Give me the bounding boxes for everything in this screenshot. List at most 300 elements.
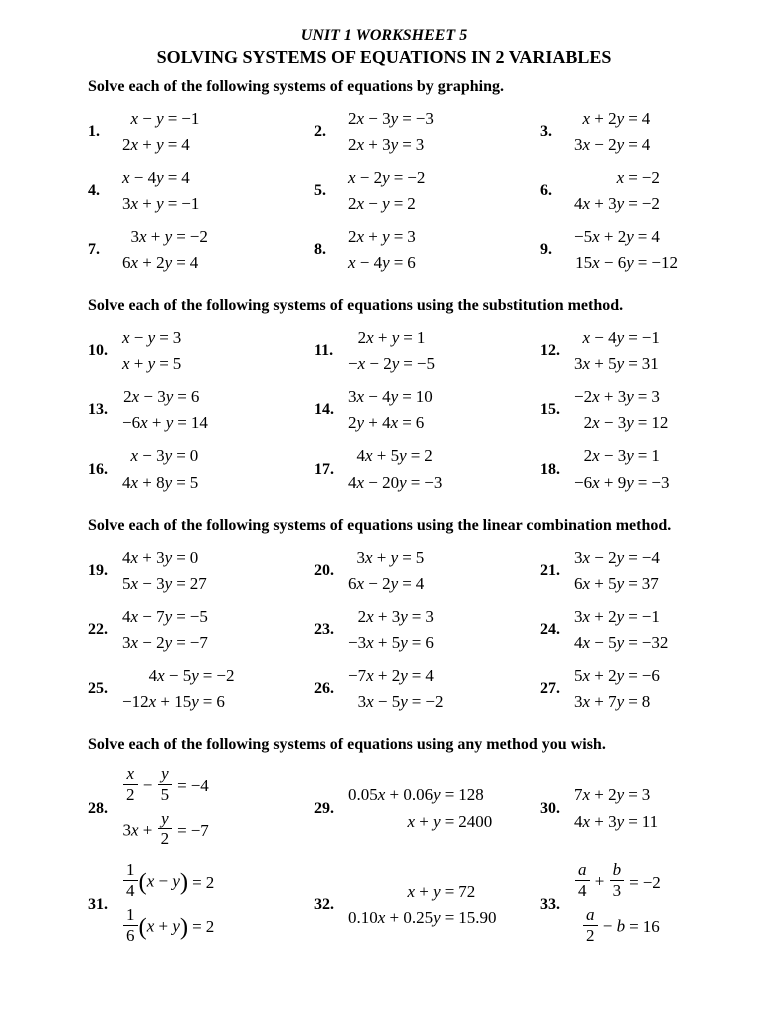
problem-number: 18. xyxy=(540,460,560,478)
fraction xyxy=(158,765,173,804)
equals-sign: = xyxy=(628,573,638,593)
problem-number: 1. xyxy=(88,123,100,141)
equation-block xyxy=(348,387,433,433)
equals-sign: = xyxy=(410,446,421,466)
problem xyxy=(314,446,540,492)
equals-sign: = xyxy=(444,881,455,901)
equation-block xyxy=(574,168,660,214)
equals-sign: = xyxy=(167,168,178,188)
equation-lhs: −3x + 5y xyxy=(348,632,408,652)
fraction xyxy=(583,906,598,945)
equation-rhs: = 0 xyxy=(172,548,198,568)
equation-lhs: x − y xyxy=(130,109,164,128)
equation-rhs: = −4 xyxy=(173,776,209,796)
equation-lhs: x + y xyxy=(407,881,441,901)
equation-rhs: = 8 xyxy=(624,692,650,712)
problem xyxy=(314,863,540,946)
equation-rhs: = −1 xyxy=(624,328,660,348)
problem-row xyxy=(0,227,768,273)
equation-rhs: = 2 xyxy=(188,873,214,893)
equation-rhs: = 5 xyxy=(155,354,181,374)
problem-number: 14. xyxy=(314,401,334,419)
equals-sign: = xyxy=(444,907,455,927)
equation-rhs: = 6 xyxy=(398,413,424,433)
problem xyxy=(540,860,766,946)
equals-sign: = xyxy=(410,472,421,492)
equation-block xyxy=(122,763,209,850)
equation-lhs: x − 4y xyxy=(582,328,625,348)
equals-sign: = xyxy=(176,547,186,567)
equals-sign: = xyxy=(176,253,186,273)
equals-sign: = xyxy=(637,472,648,492)
problem xyxy=(88,548,314,594)
equation-lhs: 0.05x + 0.06y xyxy=(348,785,441,805)
equation-rhs: = 4 xyxy=(398,574,424,594)
equation-lhs: 15x − 6y xyxy=(575,253,634,273)
section xyxy=(0,736,768,947)
problem-number: 24. xyxy=(540,620,560,638)
equals-sign: = xyxy=(403,354,413,374)
problem-number: 28. xyxy=(88,799,108,817)
equation-lhs: 3x + 2y xyxy=(574,606,625,626)
equals-sign: = xyxy=(177,776,187,796)
problem-row xyxy=(0,548,768,594)
equation-block xyxy=(574,227,678,273)
parenthesis: ( xyxy=(138,868,147,896)
equation-lhs: 4x − 20y xyxy=(348,472,407,492)
problem-number: 15. xyxy=(540,401,560,419)
equation-rhs: = 2 xyxy=(390,194,416,214)
equation-rhs: = 3 xyxy=(408,607,434,627)
equation-lhs: 2x + 3y xyxy=(348,135,399,155)
equation-lhs: 3x − 5y xyxy=(357,691,408,711)
equation-rhs: = 11 xyxy=(624,812,658,832)
equals-sign: = xyxy=(192,917,202,937)
problem xyxy=(314,328,540,374)
equation-block xyxy=(122,109,199,155)
fraction-denominator: 4 xyxy=(575,880,590,900)
equation-block xyxy=(348,882,497,928)
equals-sign: = xyxy=(159,328,169,348)
equation-rhs: = 0 xyxy=(172,446,198,466)
equation-block xyxy=(348,785,492,831)
equation-block xyxy=(122,387,208,433)
problem xyxy=(540,168,766,214)
equals-sign: = xyxy=(402,413,412,433)
problem xyxy=(88,109,314,155)
equation-block xyxy=(348,109,434,155)
equation-rhs: = −7 xyxy=(173,821,209,841)
equation-lhs: 2x − 3y xyxy=(583,413,634,433)
equation-rhs: = 6 xyxy=(390,253,416,273)
equals-sign: = xyxy=(629,872,639,892)
equation-lhs: 3x + y xyxy=(130,227,173,247)
equation-lhs: −2x + 3y xyxy=(574,387,634,407)
equation-rhs: = −32 xyxy=(624,633,668,653)
equation-block xyxy=(574,860,661,946)
section-instruction: Solve each of the following systems of equations using the linear combination method. xyxy=(88,516,672,534)
equals-sign: = xyxy=(402,135,412,155)
problem-number: 32. xyxy=(314,895,334,913)
problem xyxy=(314,767,540,850)
equation-rhs: = 5 xyxy=(398,548,424,568)
equation-rhs: = 6 xyxy=(408,633,434,653)
fraction-denominator: 5 xyxy=(158,784,173,804)
problem xyxy=(540,328,766,374)
equation-block xyxy=(574,666,660,712)
parenthesis: ( xyxy=(138,913,147,941)
equation-rhs: = 4 xyxy=(624,135,650,155)
equation-rhs: = 3 xyxy=(390,227,416,247)
equation-rhs: = 27 xyxy=(172,574,207,594)
section-instruction: Solve each of the following systems of equations by graphing. xyxy=(88,78,505,95)
equation-lhs: x − 4y xyxy=(122,168,164,188)
equation-lhs: 3x + $\frac{y}{2}$ xyxy=(122,812,173,851)
equation-lhs: $\frac{x}{2}$ − $\frac{y}{5}$ xyxy=(122,767,173,806)
problem xyxy=(314,109,540,155)
fraction-numerator: a xyxy=(586,904,595,924)
equation-rhs: = −5 xyxy=(399,354,435,374)
fraction-numerator: y xyxy=(161,808,169,828)
equation-lhs: 5x − 3y xyxy=(122,573,173,593)
equation-rhs: = −7 xyxy=(172,633,208,653)
problem xyxy=(540,767,766,850)
equation-lhs: x + 2y xyxy=(582,109,625,128)
equation-block xyxy=(122,607,208,653)
fraction-denominator: 4 xyxy=(123,880,138,900)
equals-sign: = xyxy=(176,472,186,492)
equation-rhs: = 4 xyxy=(408,666,434,686)
problem xyxy=(88,227,314,273)
fraction-numerator: 1 xyxy=(126,904,135,924)
problem-number: 26. xyxy=(314,679,334,697)
equals-sign: = xyxy=(176,606,186,626)
problem xyxy=(88,387,314,433)
equals-sign: = xyxy=(402,573,412,593)
problem-row xyxy=(0,168,768,214)
equation-lhs: x + y xyxy=(122,354,156,374)
equals-sign: = xyxy=(402,109,412,128)
equation-rhs: = −2 xyxy=(199,666,235,686)
equation-block xyxy=(574,328,660,374)
problem xyxy=(540,109,766,155)
equation-block xyxy=(574,548,660,594)
problem-number: 6. xyxy=(540,182,552,200)
equals-sign: = xyxy=(411,665,422,685)
problem xyxy=(540,446,766,492)
problem-row xyxy=(0,446,768,492)
equals-sign: = xyxy=(177,387,187,407)
equation-rhs: = 6 xyxy=(173,387,199,407)
fraction-numerator: y xyxy=(161,763,169,783)
equation-lhs: x − 2y xyxy=(348,168,390,188)
equation-lhs: −7x + 2y xyxy=(348,665,408,685)
equation-block xyxy=(348,548,424,594)
equals-sign: = xyxy=(176,446,186,466)
problem-number: 5. xyxy=(314,182,326,200)
section xyxy=(0,517,768,712)
equation-rhs: = 2 xyxy=(188,917,214,937)
fraction-denominator: 3 xyxy=(610,880,625,900)
equals-sign: = xyxy=(444,785,455,805)
equation-block xyxy=(348,227,416,273)
equation-lhs: x + y xyxy=(407,811,441,831)
fraction-denominator: 6 xyxy=(123,925,138,945)
fraction xyxy=(575,861,590,900)
problem-number: 4. xyxy=(88,182,100,200)
equation-lhs: −6x + y xyxy=(122,413,174,433)
equation-rhs: = 15.90 xyxy=(441,908,497,928)
equals-sign: = xyxy=(411,632,422,652)
equation-block xyxy=(348,666,443,712)
equals-sign: = xyxy=(176,632,186,652)
equals-sign: = xyxy=(629,917,639,937)
equation-rhs: = 3 xyxy=(398,135,424,155)
equation-block xyxy=(348,607,434,653)
equation-lhs: x − 3y xyxy=(130,446,173,466)
equation-lhs: 2x − y xyxy=(348,194,390,214)
equation-lhs: 3x − 2y xyxy=(122,632,173,652)
fraction-denominator: 2 xyxy=(158,828,173,848)
equation-rhs: = 16 xyxy=(625,917,660,937)
equation-lhs: 6x + 5y xyxy=(574,573,625,593)
equals-sign: = xyxy=(167,194,178,214)
equation-block xyxy=(574,387,668,433)
equation-lhs: 2x + y xyxy=(122,135,164,155)
problem-number: 33. xyxy=(540,895,560,913)
equation-block xyxy=(122,446,198,492)
equals-sign: = xyxy=(444,811,455,831)
equation-rhs: = −6 xyxy=(624,666,660,686)
equation-lhs: 3x − 2y xyxy=(574,135,625,155)
equation-rhs: = −3 xyxy=(634,473,670,493)
equation-lhs: 2x + y xyxy=(357,328,400,348)
equation-block xyxy=(122,328,181,374)
equation-rhs: = 72 xyxy=(441,882,476,902)
section-instruction: Solve each of the following systems of equations using any method you wish. xyxy=(88,735,606,753)
equation-lhs: 2x + y xyxy=(348,227,390,247)
problem xyxy=(88,446,314,492)
equation-lhs: $\frac{1}{4}$ (x − y) xyxy=(122,863,188,902)
equation-lhs: −12x + 15y xyxy=(122,691,199,711)
equals-sign: = xyxy=(637,387,648,407)
problem-number: 11. xyxy=(314,342,334,360)
worksheet-subtitle: SOLVING SYSTEMS OF EQUATIONS IN 2 VARIABLES xyxy=(156,47,612,67)
equals-sign: = xyxy=(393,168,404,188)
equation-rhs: = −4 xyxy=(624,548,660,568)
problem xyxy=(314,666,540,712)
problem xyxy=(88,666,314,712)
equation-block xyxy=(348,446,442,492)
equation-block xyxy=(574,785,658,831)
equation-lhs: 3x − 2y xyxy=(574,547,625,567)
equals-sign: = xyxy=(628,354,638,374)
problem xyxy=(314,227,540,273)
equation-lhs: 4x − 7y xyxy=(122,606,173,626)
problem-number: 19. xyxy=(88,561,108,579)
problem-number: 10. xyxy=(88,342,108,360)
equation-rhs: = 14 xyxy=(173,413,208,433)
equation-rhs: = −3 xyxy=(398,109,434,129)
equation-rhs: = 5 xyxy=(172,473,198,493)
equation-lhs: 4x + 8y xyxy=(122,472,173,492)
equation-lhs: 3x − 4y xyxy=(348,387,399,407)
equals-sign: = xyxy=(628,328,638,348)
equals-sign: = xyxy=(628,194,638,214)
equals-sign: = xyxy=(177,413,187,433)
problem-row xyxy=(0,328,768,374)
parenthesis: ) xyxy=(179,868,189,896)
equals-sign: = xyxy=(167,109,178,128)
problem xyxy=(314,607,540,653)
equation-lhs: −6x + 9y xyxy=(574,472,634,492)
equals-sign: = xyxy=(393,253,404,273)
problem xyxy=(88,607,314,653)
equals-sign: = xyxy=(628,665,638,685)
equation-lhs: 2x − 3y xyxy=(348,109,399,128)
equals-sign: = xyxy=(177,820,187,840)
equation-rhs: = 1 xyxy=(634,446,660,466)
equation-rhs: = 6 xyxy=(199,692,225,712)
problem-row xyxy=(0,109,768,155)
fraction-numerator: b xyxy=(612,860,622,880)
equation-rhs: = 10 xyxy=(398,387,433,407)
equation-lhs: 2x + 3y xyxy=(357,606,408,626)
equation-rhs: = −2 xyxy=(172,227,208,247)
equation-rhs: = −2 xyxy=(624,194,660,214)
equation-lhs: 0.10x + 0.25y xyxy=(348,907,441,927)
equation-rhs: = 3 xyxy=(624,785,650,805)
equation-lhs: 7x + 2y xyxy=(574,785,625,805)
problem-number: 12. xyxy=(540,342,560,360)
problem-row xyxy=(0,763,768,850)
equation-lhs: 3x + 7y xyxy=(574,691,625,711)
equation-rhs: = −2 xyxy=(408,692,444,712)
problem-number: 2. xyxy=(314,123,326,141)
equals-sign: = xyxy=(176,227,186,247)
section xyxy=(0,297,768,492)
equation-rhs: = −2 xyxy=(625,873,661,893)
equals-sign: = xyxy=(192,872,202,892)
fraction xyxy=(123,906,138,945)
equation-block xyxy=(574,446,669,492)
equals-sign: = xyxy=(628,109,638,128)
parenthesis: ) xyxy=(179,913,189,941)
problem-row xyxy=(0,666,768,712)
equation-lhs: 3x + y xyxy=(356,547,399,567)
equals-sign: = xyxy=(628,785,638,805)
equation-rhs: = 4 xyxy=(172,253,198,273)
problem-number: 20. xyxy=(314,561,334,579)
equals-sign: = xyxy=(402,387,412,407)
equals-sign: = xyxy=(637,446,648,466)
equals-sign: = xyxy=(159,354,169,374)
equation-lhs: 3x + y xyxy=(122,194,164,214)
equals-sign: = xyxy=(628,811,638,831)
problem xyxy=(540,387,766,433)
fraction-numerator: 1 xyxy=(126,860,135,880)
equals-sign: = xyxy=(202,665,213,685)
equation-rhs: = 1 xyxy=(399,328,425,348)
problem-row xyxy=(0,607,768,653)
equation-lhs: $\frac{a}{4}$ + $\frac{b}{3}$ xyxy=(574,863,625,902)
equation-lhs: 6x − 2y xyxy=(348,573,399,593)
fraction xyxy=(123,765,138,804)
problem xyxy=(540,607,766,653)
problem xyxy=(88,763,314,850)
problem-row xyxy=(0,387,768,433)
equals-sign: = xyxy=(628,547,638,567)
equals-sign: = xyxy=(628,691,638,711)
equation-block xyxy=(122,227,208,273)
fraction xyxy=(123,861,138,900)
problem xyxy=(88,860,314,946)
problem xyxy=(540,548,766,594)
problem-number: 23. xyxy=(314,620,334,638)
equals-sign: = xyxy=(403,328,413,348)
equation-lhs: $\frac{1}{6}$ (x + y) xyxy=(122,908,188,947)
equation-lhs: 2x − 3y xyxy=(583,446,634,466)
equals-sign: = xyxy=(628,135,638,155)
equation-rhs: = 4 xyxy=(164,168,190,188)
equation-block xyxy=(348,328,435,374)
equation-lhs: −x − 2y xyxy=(348,354,400,374)
equation-lhs: −5x + 2y xyxy=(574,227,634,247)
fraction-numerator: x xyxy=(126,763,135,783)
problem-number: 22. xyxy=(88,620,108,638)
problem-number: 30. xyxy=(540,799,560,817)
equation-rhs: = 3 xyxy=(155,328,181,348)
problem-number: 31. xyxy=(88,895,108,913)
equals-sign: = xyxy=(402,547,412,567)
equation-rhs: = −1 xyxy=(624,607,660,627)
equals-sign: = xyxy=(176,573,186,593)
equation-lhs: 2x − 3y xyxy=(123,387,174,407)
equation-rhs: = −2 xyxy=(390,168,426,188)
problem xyxy=(88,168,314,214)
equation-rhs: = 4 xyxy=(634,227,660,247)
equals-sign: = xyxy=(637,253,648,273)
equation-lhs: 6x + 2y xyxy=(122,253,173,273)
equation-rhs: = −12 xyxy=(634,253,678,273)
problem xyxy=(314,168,540,214)
equation-block xyxy=(574,607,668,653)
equation-rhs: = 3 xyxy=(634,387,660,407)
equation-block xyxy=(122,860,215,946)
equals-sign: = xyxy=(167,135,178,155)
equation-block xyxy=(348,168,425,214)
equals-sign: = xyxy=(202,691,213,711)
equation-rhs: = 2 xyxy=(407,446,433,466)
section-instruction: Solve each of the following systems of equations using the substitution method. xyxy=(88,297,624,315)
problem-number: 13. xyxy=(88,401,108,419)
equation-rhs: = −1 xyxy=(164,194,200,214)
sections-container xyxy=(0,78,768,947)
equation-lhs: x − y xyxy=(122,328,156,348)
problem xyxy=(88,328,314,374)
problem-number: 17. xyxy=(314,460,334,478)
equation-rhs: = 4 xyxy=(164,135,190,155)
equation-block xyxy=(122,548,207,594)
equation-block xyxy=(122,666,234,712)
equals-sign: = xyxy=(628,168,638,188)
equals-sign: = xyxy=(393,194,404,214)
equation-lhs: 2y + 4x xyxy=(348,413,399,433)
fraction-denominator: 2 xyxy=(583,925,598,945)
equation-lhs: 4x + 3y xyxy=(574,811,625,831)
equation-rhs: = −3 xyxy=(407,473,443,493)
section xyxy=(0,78,768,273)
